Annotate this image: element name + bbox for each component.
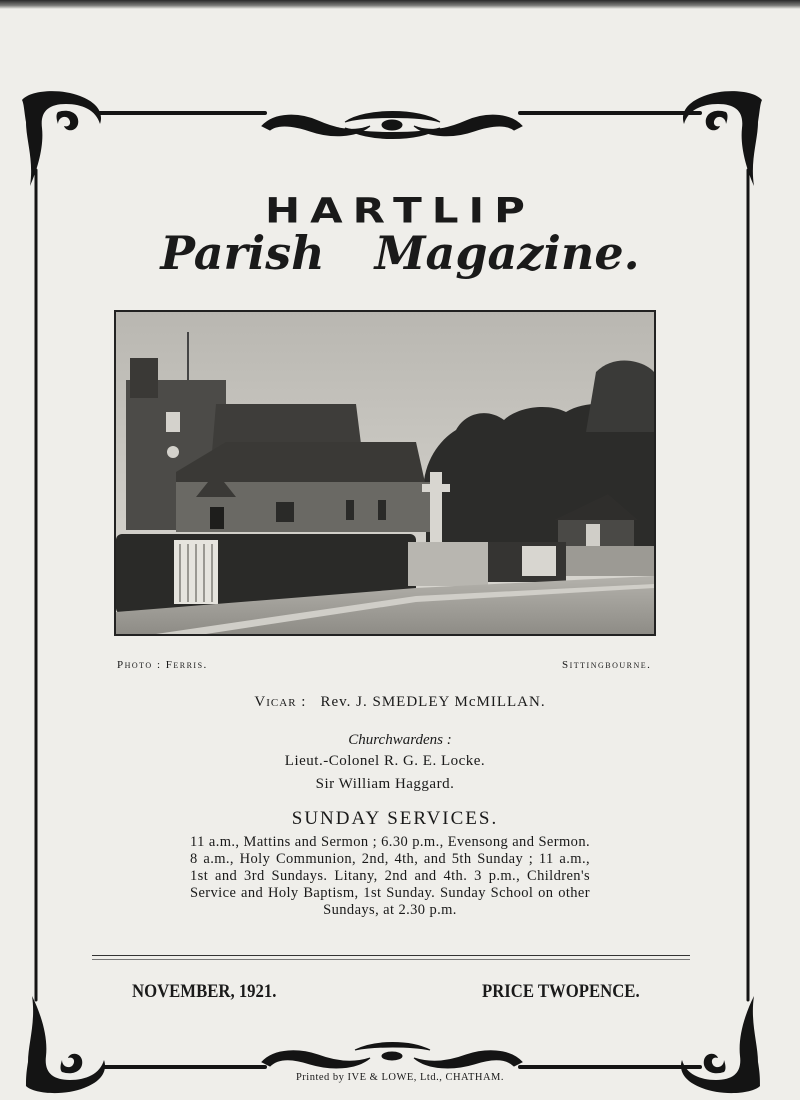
- vicar-name: Rev. J. SMEDLEY McMILLAN.: [320, 694, 546, 710]
- title-parish-magazine: Parish Magazine.: [160, 226, 640, 280]
- church-photograph-icon: [116, 312, 654, 634]
- title-hartlip: HARTLIP: [265, 190, 535, 231]
- photo-credit-place: Sittingbourne.: [562, 659, 652, 671]
- services-heading: SUNDAY SERVICES.: [291, 808, 499, 829]
- printer-imprint: Printed by IVE & LOWE, Ltd., CHATHAM.: [295, 1072, 505, 1083]
- photo-credit-photographer: Photo : Ferris.: [117, 659, 208, 671]
- churchwarden-1: Lieut.-Colonel R. G. E. Locke.: [284, 753, 486, 769]
- vicar-label: Vicar :: [254, 694, 307, 710]
- divider-rule: [92, 955, 690, 956]
- top-ornament: [262, 112, 522, 139]
- bottom-ornament: [262, 1043, 522, 1068]
- price: PRICE TWOPENCE.: [482, 981, 640, 1002]
- churchwardens-heading: Churchwardens :: [348, 732, 452, 748]
- corner-scroll-top-right: [683, 91, 762, 186]
- churchwarden-2: Sir William Haggard.: [315, 776, 455, 792]
- divider-rule-thin: [92, 959, 690, 960]
- church-photograph: [114, 310, 656, 636]
- issue-date: NOVEMBER, 1921.: [132, 981, 277, 1002]
- corner-scroll-top-left: [22, 91, 101, 186]
- services-text: 11 a.m., Mattins and Sermon ; 6.30 p.m., Evensong and Sermon. 8 a.m., Holy Communion, 2nd, 4th, and 5th Sunday ; 11 a.m., 1st and 3rd Sundays. Litany, 2nd and 4th. 3 p.m., Children's Service and Holy Baptism, 1st Sunday. Sunday School on other Sundays, at 2.30 p.m.: [190, 834, 590, 918]
- vicar-line: [0, 694, 800, 711]
